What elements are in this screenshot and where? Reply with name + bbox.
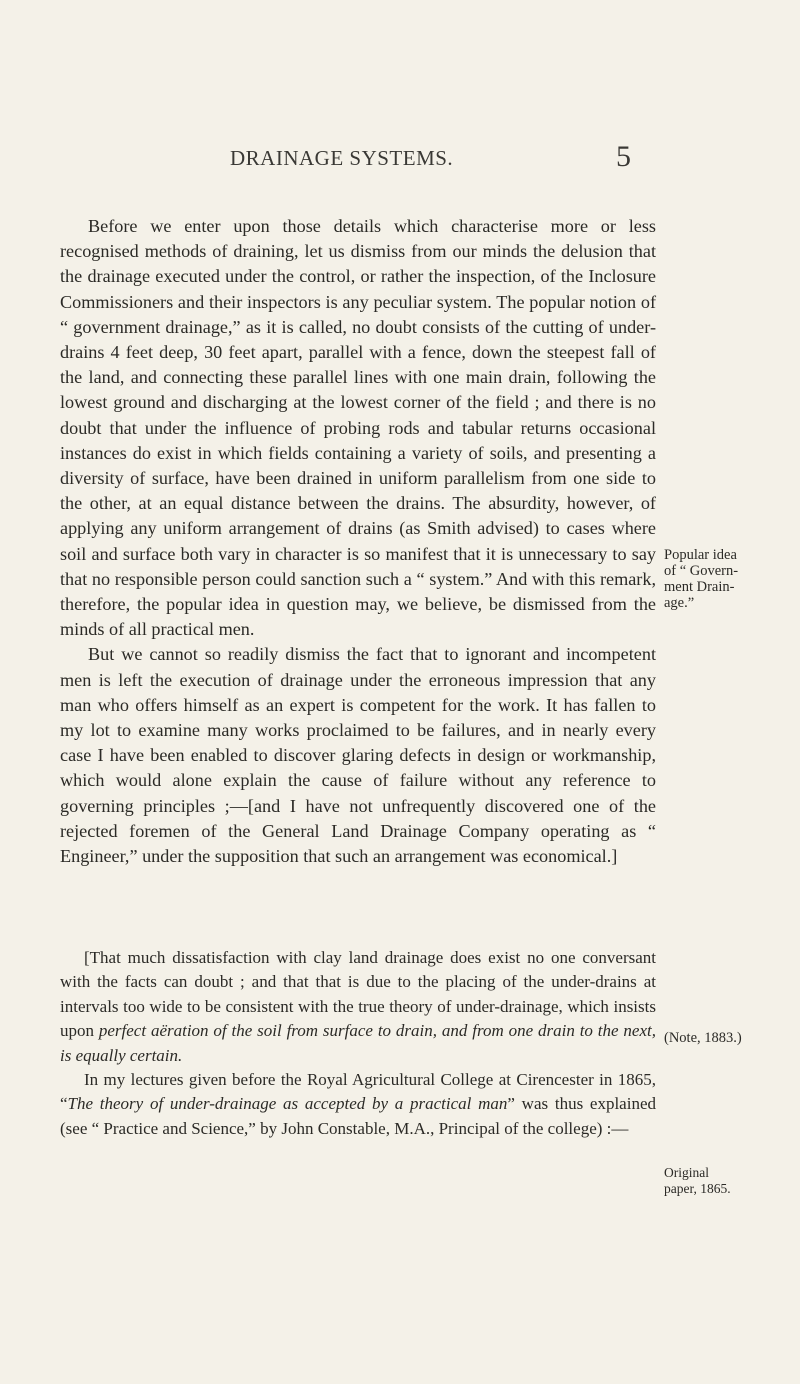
note-paragraph [60, 946, 656, 1068]
margin-note-popular-idea: Popular idea of “ Govern- ment Drain- age.” [664, 547, 739, 611]
note-text-italic: perfect aëration of the soil from surface to drain, and from one drain to the next, is equally certain. [60, 1021, 656, 1065]
note-text-roman: [That much dissatisfaction with clay land drainage does exist no one conversant with the facts can doubt ; and that that is due to the placing of the under-drains at intervals too wide to be consistent with the true theory of under-drainage, which insists upon [60, 948, 656, 1041]
note-text-block [60, 946, 656, 1141]
lecture-text-after: ” was thus explained (see “ Practice and Science,” by John Constable, M.A., Principal of the college) :— [60, 1094, 656, 1138]
body-paragraph-2: But we cannot so readily dismiss the fact that to ignorant and incompetent men is left the execution of drainage under the erroneous impression that any man who offers himself as an expert is competent for the work. It has fallen to my lot to examine many works proclaimed to be failures, and in nearly every case I have been enabled to discover glaring defects in design or workmanship, which would alone explain the cause of failure without any reference to governing principles ;—[and I have not unfrequently discovered one of the rejected foremen of the General Land Drainage Company operating as “ Engineer,” under the supposition that such an arrangement was economical.] [60, 644, 656, 867]
lecture-text-italic: The theory of under-drainage as accepted by a practical man [67, 1094, 508, 1114]
main-text-block [60, 214, 656, 869]
lecture-paragraph [60, 1068, 656, 1141]
lecture-text-roman: In my lectures given before the Royal Agricultural College at Cirencester in 1865, “ [60, 1070, 656, 1114]
running-title: DRAINAGE SYSTEMS. [230, 146, 454, 170]
page-number: 5 [616, 140, 631, 173]
margin-note-original-paper: Original paper, 1865. [664, 1165, 731, 1196]
body-paragraph-1: Before we enter upon those details which characterise more or less recognised methods of draining, let us dismiss from our minds the delusion that the drainage executed under the control, or rather the inspection, of the Inclosure Commissioners and their inspectors is any peculiar system. The popular notion of “ government drainage,” as it is called, no doubt consists of the cutting of under-drains 4 feet deep, 30 feet apart, parallel with a fence, down the steepest fall of the land, and connecting these parallel lines with one main drain, following the lowest ground and discharging at the lowest corner of the field ; and there is no doubt that under the influence of probing rods and tabular returns occasional instances do exist in which fields containing a variety of soils, and presenting a diversity of surface, have been drained in uniform parallelism from one side to the other, at an equal distance between the drains. The absurdity, however, of applying any uniform arrangement of drains (as Smith advised) to cases where soil and surface both vary in character is so manifest that it is unnecessary to say that no responsible person could sanction such a “ system.” And with this remark, therefore, the popular idea in question may, we believe, be dismissed from the minds of all practical men. [60, 216, 656, 640]
margin-note-1883: (Note, 1883.) [664, 1030, 742, 1046]
running-head [0, 140, 800, 180]
